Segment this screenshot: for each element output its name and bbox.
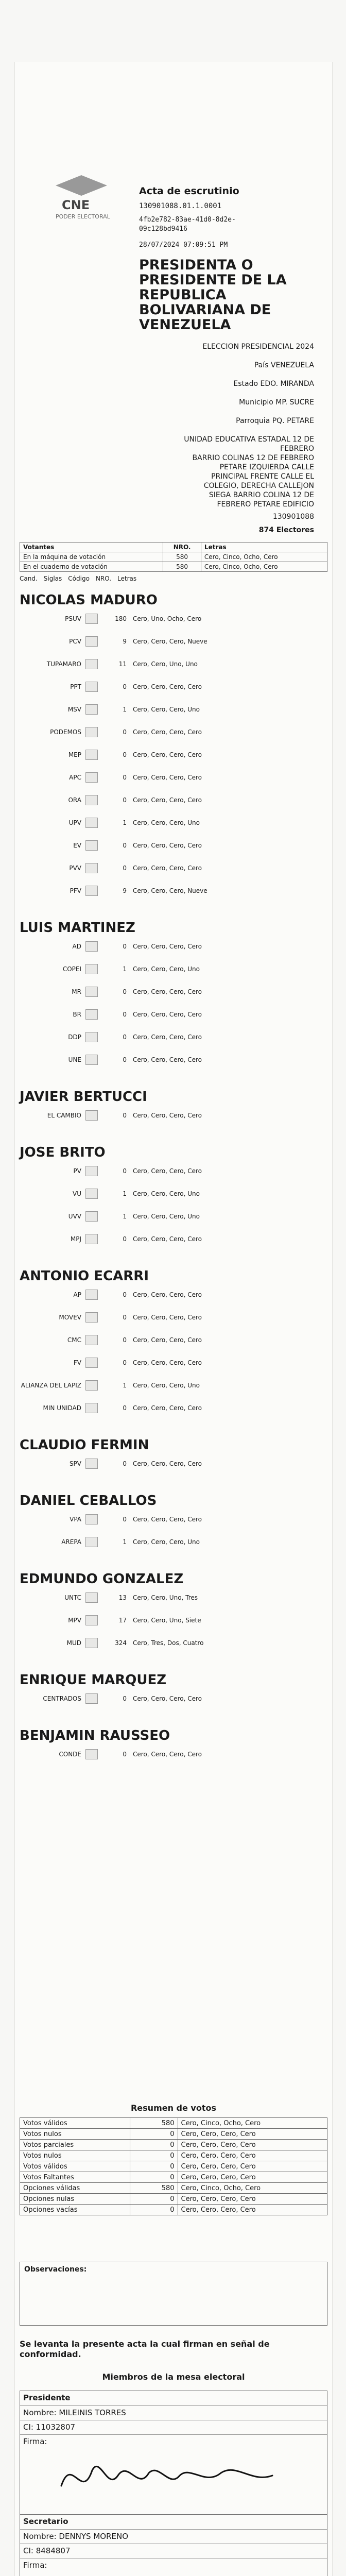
member-block: [20, 2391, 327, 2515]
party-acronym: MSV: [67, 706, 81, 713]
party-votes: 11: [118, 660, 127, 668]
party-card-icon: [85, 614, 98, 624]
party-votes: 1: [123, 706, 127, 713]
party-card-icon: [85, 1055, 98, 1065]
party-votes: 0: [123, 1235, 127, 1243]
party-votes-words: Cero, Cero, Cero, Cero: [133, 1359, 202, 1366]
cne-logo-text: CNE: [62, 198, 90, 212]
party-votes: 324: [115, 1639, 127, 1647]
party-votes-words: Cero, Cero, Cero, Cero: [133, 1460, 202, 1467]
party-card-icon: [85, 1749, 98, 1759]
party-row: [20, 660, 327, 674]
party-row: [20, 615, 327, 629]
observaciones-label: Observaciones:: [24, 2265, 87, 2274]
party-row: [20, 1404, 327, 1418]
party-votes-words: Cero, Cero, Cero, Cero: [133, 1314, 202, 1321]
member-signature-label: Firma:: [20, 2558, 327, 2571]
party-votes: 0: [123, 728, 127, 736]
party-card-icon: [85, 863, 98, 873]
party-row: [20, 1235, 327, 1249]
party-votes: 0: [123, 988, 127, 995]
acta-datetime: 28/07/2024 07:09:51 PM: [139, 241, 228, 249]
candidate-name: DANIEL CEBALLOS: [20, 1493, 157, 1509]
party-row: [20, 887, 327, 901]
party-votes-words: Cero, Cero, Cero, Cero: [133, 1112, 202, 1119]
party-card-icon: [85, 987, 98, 997]
party-acronym: ORA: [68, 796, 81, 804]
member-signature-label: Firma:: [20, 2434, 327, 2448]
party-card-icon: [85, 1514, 98, 1524]
party-acronym: EV: [73, 842, 81, 849]
country: País VENEZUELA: [254, 361, 314, 369]
candidate-name: NICOLAS MADURO: [20, 592, 158, 608]
party-acronym: AREPA: [61, 1538, 81, 1546]
candidate-name: CLAUDIO FERMIN: [20, 1437, 149, 1453]
party-card-icon: [85, 1693, 98, 1704]
party-acronym: PV: [73, 1167, 81, 1175]
party-acronym: MPV: [68, 1617, 81, 1624]
party-card-icon: [85, 1290, 98, 1300]
party-card-icon: [85, 886, 98, 896]
table-row: Votos válidos 580 Cero, Cinco, Ocho, Cero: [20, 2118, 327, 2129]
mesa-title: Miembros de la mesa electoral: [102, 2372, 245, 2382]
party-acronym: PCV: [69, 638, 81, 645]
member-block: [20, 2514, 327, 2576]
party-votes: 0: [123, 796, 127, 804]
party-votes: 1: [123, 1213, 127, 1220]
party-votes-words: Cero, Cero, Cero, Nueve: [133, 638, 207, 645]
party-votes-words: Cero, Cero, Cero, Cero: [133, 774, 202, 781]
table-row: Opciones válidas 580 Cero, Cinco, Ocho, Cero: [20, 2183, 327, 2194]
center-code: 130901088: [272, 513, 314, 521]
acta-hash: 4fb2e782-83ae-41d0-8d2e- 09c128bd9416: [139, 216, 236, 233]
party-votes: 0: [123, 1314, 127, 1321]
party-votes: 0: [123, 1404, 127, 1412]
party-votes: 1: [123, 965, 127, 973]
party-votes: 0: [123, 1359, 127, 1366]
party-votes-words: Cero, Cero, Cero, Cero: [133, 1751, 202, 1758]
party-votes: 0: [123, 1291, 127, 1298]
party-row: [20, 988, 327, 1002]
party-votes: 0: [123, 1167, 127, 1175]
parish: Parroquia PQ. PETARE: [236, 417, 314, 425]
party-card-icon: [85, 1234, 98, 1244]
party-card-icon: [85, 1110, 98, 1121]
party-votes: 1: [123, 1538, 127, 1546]
party-row: [20, 842, 327, 855]
party-acronym: SPV: [69, 1460, 81, 1467]
acta-number: 130901088.01.1.0001: [139, 202, 222, 210]
party-card-icon: [85, 1403, 98, 1413]
party-card-icon: [85, 704, 98, 715]
party-acronym: VU: [73, 1190, 81, 1197]
party-votes-words: Cero, Cero, Cero, Cero: [133, 943, 202, 950]
party-row: [20, 728, 327, 742]
party-acronym: UNE: [68, 1056, 81, 1063]
party-row: [20, 1190, 327, 1204]
party-acronym: DDP: [68, 1033, 81, 1041]
signature: [51, 2568, 288, 2576]
party-votes-words: Cero, Cero, Cero, Uno: [133, 1538, 200, 1546]
party-votes: 0: [123, 774, 127, 781]
party-votes: 13: [118, 1594, 127, 1601]
party-votes-words: Cero, Cero, Cero, Nueve: [133, 887, 207, 894]
party-votes: 17: [118, 1617, 127, 1624]
party-votes: 0: [123, 1516, 127, 1523]
party-card-icon: [85, 750, 98, 760]
party-votes-words: Cero, Cero, Cero, Uno: [133, 1382, 200, 1389]
party-votes-words: Cero, Cero, Cero, Cero: [133, 1033, 202, 1041]
party-votes-words: Cero, Uno, Ocho, Cero: [133, 615, 202, 622]
party-row: [20, 751, 327, 765]
party-acronym: PSUV: [65, 615, 81, 622]
party-card-icon: [85, 818, 98, 828]
party-votes: 0: [123, 751, 127, 758]
party-card-icon: [85, 1380, 98, 1391]
party-row: [20, 1336, 327, 1350]
party-votes-words: Cero, Cero, Cero, Cero: [133, 683, 202, 690]
party-votes: 1: [123, 819, 127, 826]
party-votes-words: Cero, Cero, Cero, Cero: [133, 1404, 202, 1412]
party-votes-words: Cero, Cero, Cero, Cero: [133, 728, 202, 736]
party-acronym: PFV: [70, 887, 81, 894]
table-row: Votos nulos 0 Cero, Cero, Cero, Cero: [20, 2129, 327, 2140]
party-votes: 0: [123, 1695, 127, 1702]
party-acronym: CMC: [67, 1336, 81, 1344]
cne-logo-subtitle: PODER ELECTORAL: [56, 213, 110, 220]
party-acronym: PVV: [69, 865, 81, 872]
party-votes: 9: [123, 887, 127, 894]
resumen-title: Resumen de votos: [130, 2103, 217, 2113]
party-votes-words: Cero, Cero, Cero, Cero: [133, 1516, 202, 1523]
table-row: En el cuaderno de votación 580 Cero, Cinco, Ocho, Cero: [20, 562, 327, 572]
voting-center: UNIDAD EDUCATIVA ESTADAL 12 DE FEBRERO BARRIO COLINAS 12 DE FEBRERO PETARE IZQUIERDA CALLE PRINCIPAL FRENTE CALLE EL COLEGIO, DERECHA CALLEJON SIEGA BARRIO COLINA 12 DE FEBRERO PETARE EDIFICIO: [184, 435, 314, 509]
table-row: Votos válidos 0 Cero, Cero, Cero, Cero: [20, 2161, 327, 2172]
party-card-icon: [85, 1638, 98, 1648]
candidate-name: EDMUNDO GONZALEZ: [20, 1571, 184, 1587]
party-votes: 0: [123, 865, 127, 872]
party-votes: 0: [123, 1011, 127, 1018]
municipality: Municipio MP. SUCRE: [239, 398, 314, 406]
party-row: [20, 1594, 327, 1607]
election-name: ELECCION PRESIDENCIAL 2024: [202, 343, 314, 351]
presidency-title: PRESIDENTA O PRESIDENTE DE LA REPUBLICA BOLIVARIANA DE VENEZUELA: [139, 257, 287, 333]
table-row: En la máquina de votación 580 Cero, Cinco, Ocho, Cero: [20, 552, 327, 562]
party-card-icon: [85, 772, 98, 783]
party-row: [20, 706, 327, 719]
party-votes: 0: [123, 1112, 127, 1119]
party-row: [20, 1516, 327, 1529]
party-card-icon: [85, 1312, 98, 1323]
party-card-icon: [85, 682, 98, 692]
party-card-icon: [85, 1032, 98, 1042]
signature: [51, 2445, 288, 2506]
party-votes: 1: [123, 1190, 127, 1197]
member-name: Nombre: DENNYS MORENO: [20, 2529, 327, 2543]
party-acronym: UNTC: [64, 1594, 81, 1601]
party-card-icon: [85, 1211, 98, 1222]
candidate-name: BENJAMIN RAUSSEO: [20, 1728, 170, 1743]
party-votes: 0: [123, 1751, 127, 1758]
party-card-icon: [85, 1459, 98, 1469]
party-card-icon: [85, 1592, 98, 1603]
party-card-icon: [85, 1189, 98, 1199]
party-row: [20, 1011, 327, 1024]
party-row: [20, 1314, 327, 1327]
electors-count: 874 Electores: [258, 526, 314, 534]
party-votes: 0: [123, 683, 127, 690]
party-votes: 0: [123, 943, 127, 950]
party-card-icon: [85, 795, 98, 805]
observaciones-box: [20, 2262, 327, 2326]
party-votes: 0: [123, 1336, 127, 1344]
party-card-icon: [85, 1358, 98, 1368]
party-acronym: APC: [69, 774, 81, 781]
party-votes-words: Cero, Cero, Cero, Uno: [133, 1190, 200, 1197]
party-votes-words: Cero, Cero, Cero, Cero: [133, 865, 202, 872]
member-name: Nombre: MILEINIS TORRES: [20, 2405, 327, 2419]
party-row: [20, 1033, 327, 1047]
party-acronym: CENTRADOS: [43, 1695, 81, 1702]
party-row: [20, 1639, 327, 1653]
candidate-name: LUIS MARTINEZ: [20, 920, 135, 936]
member-ci: CI: 8484807: [20, 2544, 327, 2557]
party-acronym: FV: [73, 1359, 81, 1366]
member-ci: CI: 11032807: [20, 2420, 327, 2433]
party-votes-words: Cero, Cero, Cero, Cero: [133, 1056, 202, 1063]
party-acronym: AP: [73, 1291, 81, 1298]
candidate-name: ANTONIO ECARRI: [20, 1268, 149, 1284]
party-votes-words: Cero, Cero, Uno, Siete: [133, 1617, 201, 1624]
party-card-icon: [85, 1537, 98, 1547]
party-row: [20, 638, 327, 651]
party-row: [20, 796, 327, 810]
party-card-icon: [85, 1335, 98, 1345]
party-votes-words: Cero, Cero, Cero, Cero: [133, 751, 202, 758]
party-votes-words: Cero, Cero, Cero, Cero: [133, 988, 202, 995]
party-votes-words: Cero, Cero, Cero, Uno: [133, 965, 200, 973]
member-role: Secretario: [23, 2517, 68, 2526]
party-row: [20, 774, 327, 787]
party-votes-words: Cero, Cero, Cero, Cero: [133, 796, 202, 804]
party-votes-words: Cero, Tres, Dos, Cuatro: [133, 1639, 204, 1647]
party-row: [20, 1382, 327, 1395]
party-votes-words: Cero, Cero, Cero, Uno: [133, 706, 200, 713]
party-votes-words: Cero, Cero, Cero, Uno: [133, 819, 200, 826]
party-row: [20, 1112, 327, 1125]
table-row: Votos parciales 0 Cero, Cero, Cero, Cero: [20, 2140, 327, 2150]
party-votes-words: Cero, Cero, Cero, Cero: [133, 1167, 202, 1175]
party-votes: 180: [115, 615, 127, 622]
party-votes: 0: [123, 842, 127, 849]
party-row: [20, 1291, 327, 1304]
party-row: [20, 1056, 327, 1070]
party-votes-words: Cero, Cero, Cero, Cero: [133, 1336, 202, 1344]
table-row: Votantes NRO. Letras: [20, 543, 327, 552]
cne-logo: [50, 170, 112, 222]
table-row: Votos nulos 0 Cero, Cero, Cero, Cero: [20, 2150, 327, 2161]
party-votes-words: Cero, Cero, Cero, Cero: [133, 842, 202, 849]
legal-statement: Se levanta la presente acta la cual firman en señal de conformidad.: [20, 2339, 270, 2359]
party-row: [20, 1538, 327, 1552]
party-votes-words: Cero, Cero, Cero, Cero: [133, 1235, 202, 1243]
party-card-icon: [85, 1166, 98, 1176]
party-card-icon: [85, 964, 98, 974]
party-acronym: MPJ: [70, 1235, 81, 1243]
table-row: Opciones vacías 0 Cero, Cero, Cero, Cero: [20, 2205, 327, 2215]
acta-title: Acta de escrutinio: [139, 185, 239, 197]
party-acronym: UVV: [68, 1213, 81, 1220]
candidate-name: JOSE BRITO: [20, 1145, 106, 1160]
party-acronym: UPV: [68, 819, 81, 826]
candidate-name: JAVIER BERTUCCI: [20, 1089, 147, 1105]
party-card-icon: [85, 636, 98, 647]
party-votes: 1: [123, 1382, 127, 1389]
party-card-icon: [85, 659, 98, 669]
party-acronym: MEP: [68, 751, 81, 758]
party-row: [20, 1167, 327, 1181]
table-row: Votos Faltantes 0 Cero, Cero, Cero, Cero: [20, 2172, 327, 2183]
party-acronym: MOVEV: [59, 1314, 81, 1321]
party-acronym: MR: [72, 988, 81, 995]
party-acronym: ALIANZA DEL LAPIZ: [21, 1382, 81, 1389]
party-card-icon: [85, 941, 98, 952]
party-acronym: AD: [72, 943, 81, 950]
party-acronym: EL CAMBIO: [47, 1112, 81, 1119]
party-card-icon: [85, 1615, 98, 1625]
candidate-name: ENRIQUE MARQUEZ: [20, 1672, 167, 1688]
party-row: [20, 1213, 327, 1226]
party-acronym: MIN UNIDAD: [43, 1404, 81, 1412]
party-acronym: COPEI: [62, 965, 81, 973]
party-row: [20, 1460, 327, 1473]
party-row: [20, 943, 327, 956]
party-acronym: CONDE: [59, 1751, 81, 1758]
party-acronym: BR: [73, 1011, 81, 1018]
party-acronym: VPA: [70, 1516, 81, 1523]
party-votes-words: Cero, Cero, Uno, Tres: [133, 1594, 198, 1601]
party-votes-words: Cero, Cero, Uno, Uno: [133, 660, 198, 668]
party-acronym: MUD: [66, 1639, 81, 1647]
state: Estado EDO. MIRANDA: [233, 380, 314, 388]
resumen-table: [20, 2117, 327, 2215]
party-row: [20, 1695, 327, 1708]
party-row: [20, 1617, 327, 1630]
party-votes-words: Cero, Cero, Cero, Cero: [133, 1695, 202, 1702]
table-row: Opciones nulas 0 Cero, Cero, Cero, Cero: [20, 2194, 327, 2205]
party-row: [20, 1359, 327, 1372]
column-header-row: Cand. Siglas Código NRO. Letras: [20, 575, 137, 582]
party-card-icon: [85, 727, 98, 737]
member-role: Presidente: [23, 2393, 71, 2402]
party-votes-words: Cero, Cero, Cero, Cero: [133, 1011, 202, 1018]
party-row: [20, 965, 327, 979]
party-acronym: PODEMOS: [50, 728, 81, 736]
party-votes: 0: [123, 1056, 127, 1063]
party-acronym: PPT: [70, 683, 81, 690]
party-row: [20, 683, 327, 697]
party-votes-words: Cero, Cero, Cero, Cero: [133, 1291, 202, 1298]
party-card-icon: [85, 840, 98, 851]
party-acronym: TUPAMARO: [46, 660, 81, 668]
votantes-table: [20, 542, 327, 572]
party-card-icon: [85, 1009, 98, 1020]
party-votes: 9: [123, 638, 127, 645]
party-row: [20, 865, 327, 878]
party-row: [20, 819, 327, 833]
party-row: [20, 1751, 327, 1764]
party-votes: 0: [123, 1460, 127, 1467]
party-votes: 0: [123, 1033, 127, 1041]
party-votes-words: Cero, Cero, Cero, Uno: [133, 1213, 200, 1220]
